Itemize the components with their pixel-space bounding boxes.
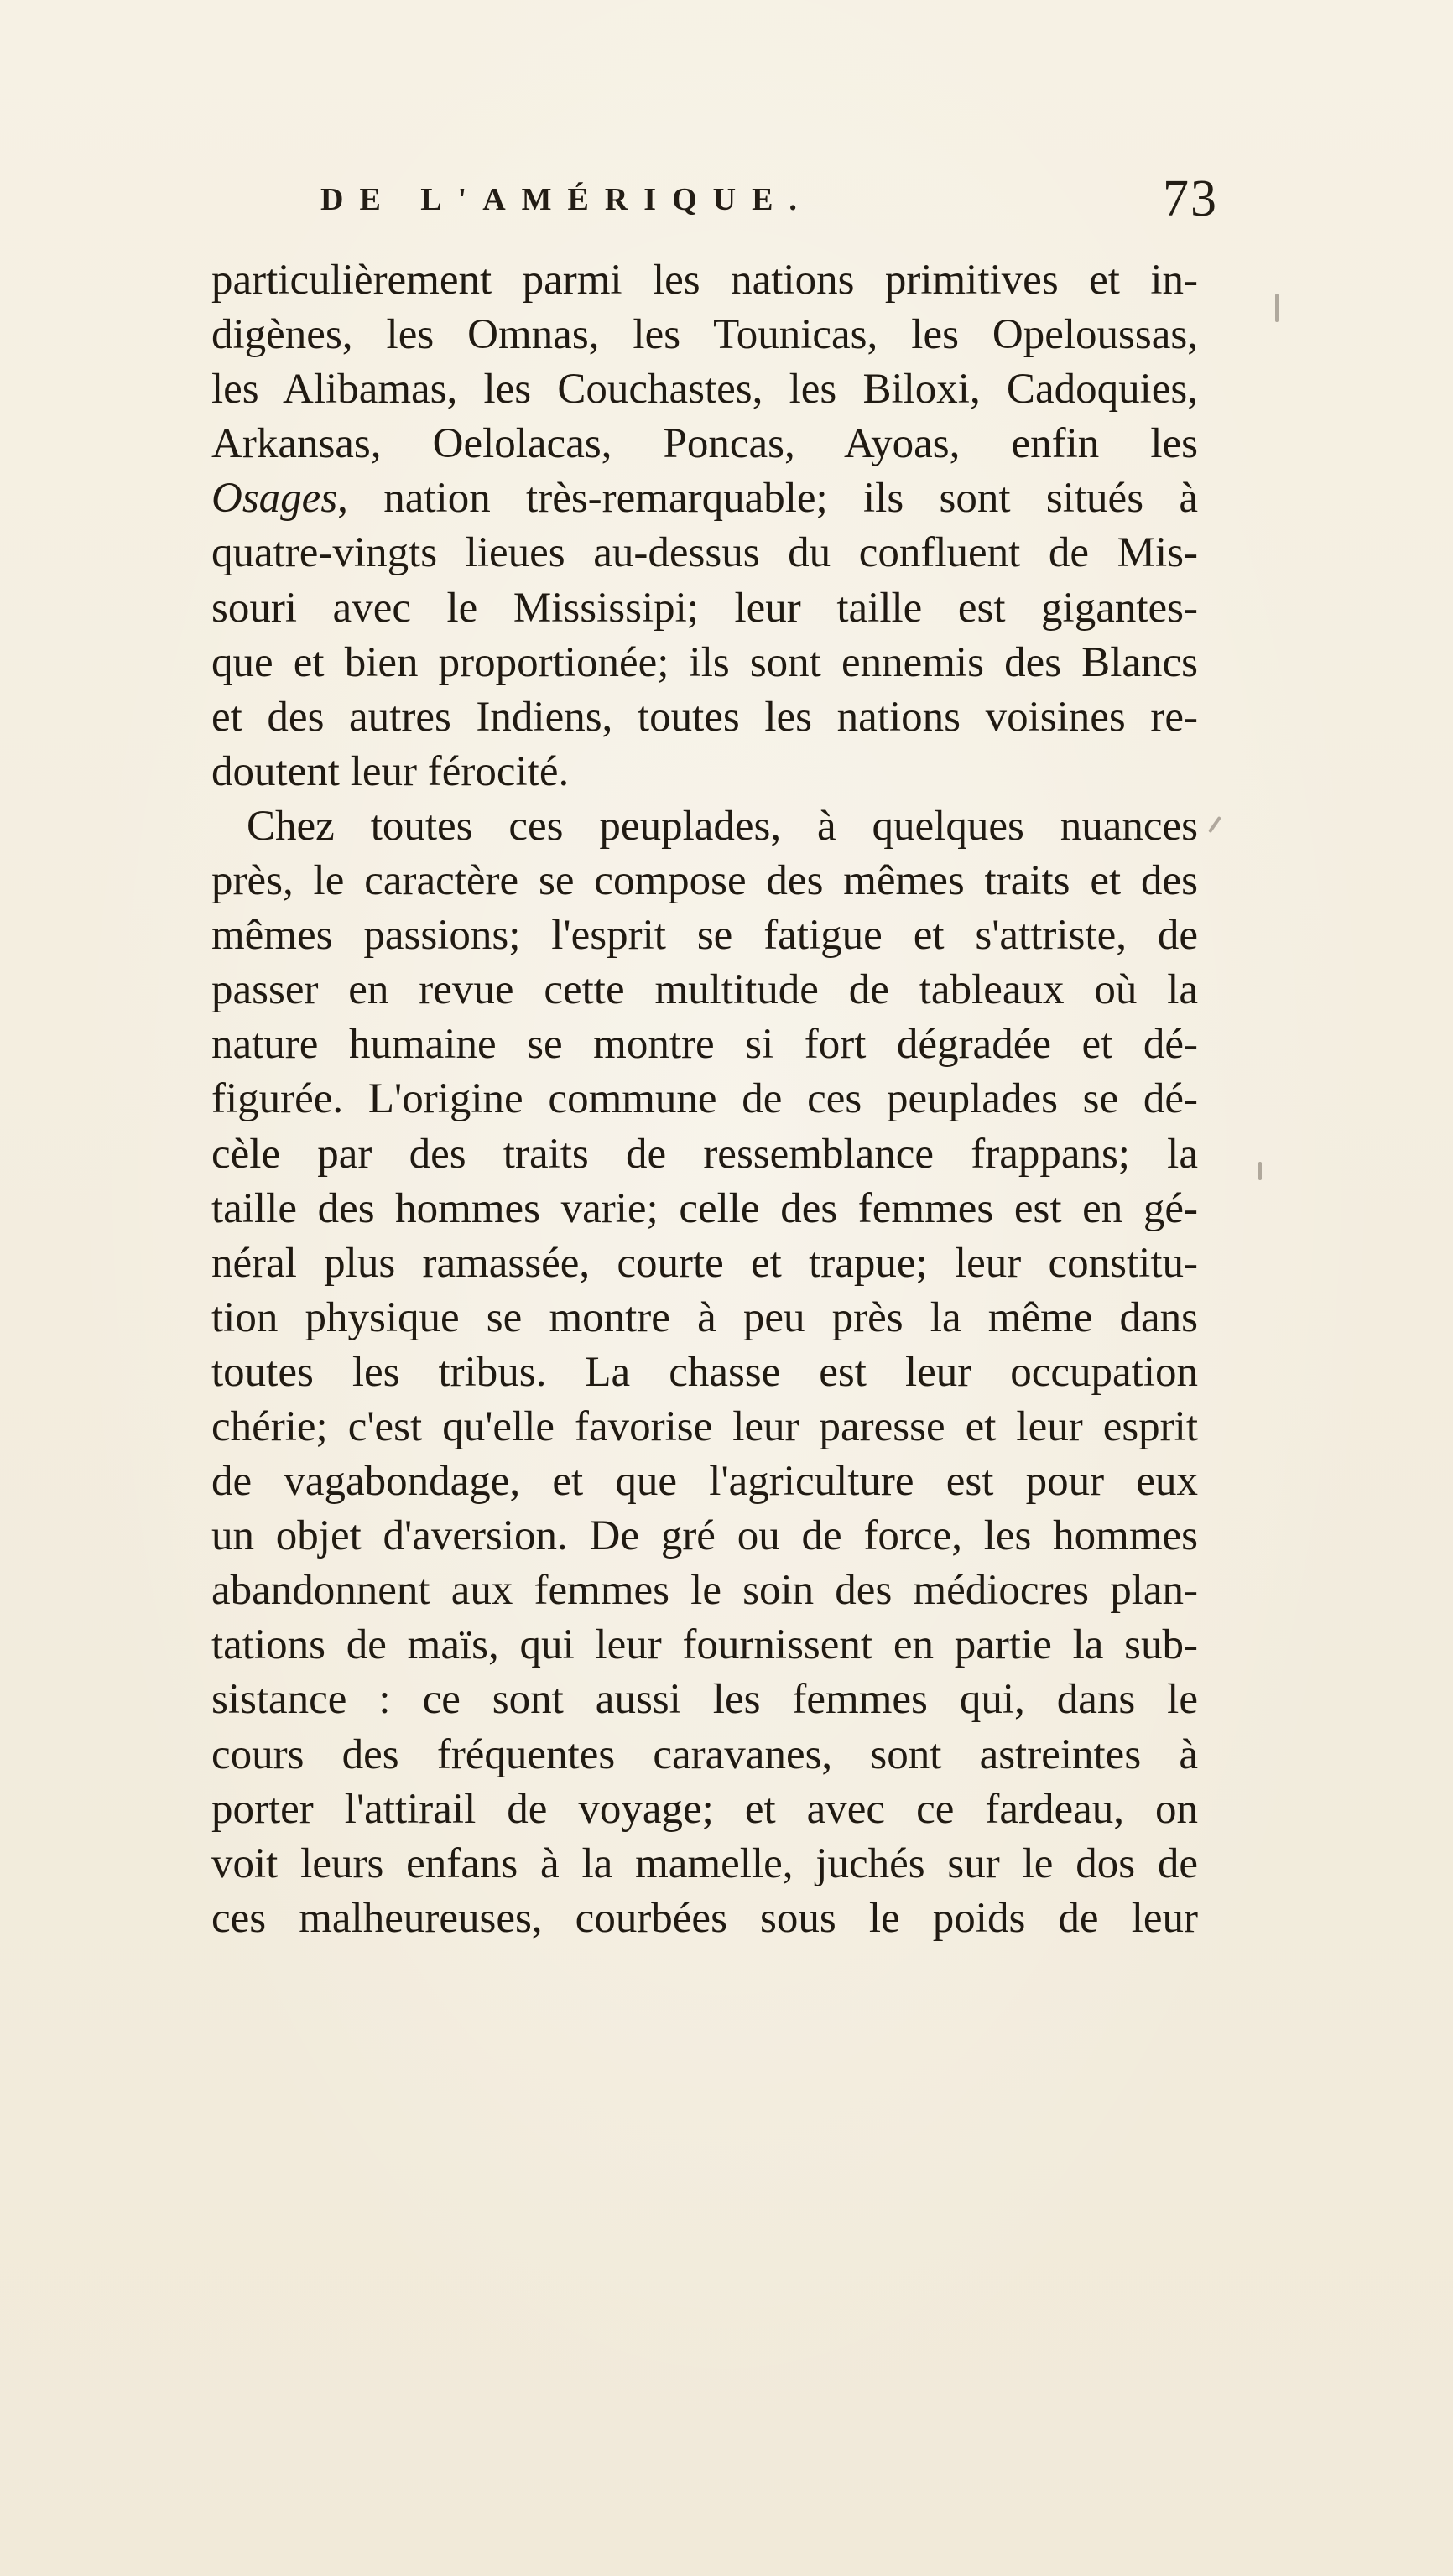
text-line: doutent leur férocité. <box>211 747 570 795</box>
body-text <box>211 253 1198 1946</box>
text-line: cours des fréquentes caravanes, sont astreintes à <box>211 1730 1198 1778</box>
italic-term: Osages <box>211 475 338 523</box>
text-line: toutes les tribus. La chasse est leur occupation <box>211 1348 1198 1396</box>
text-line: et des autres Indiens, toutes les nations voisines re- <box>211 693 1198 741</box>
text-line: près, le caractère se compose des mêmes traits et des <box>211 857 1198 905</box>
text-line: un objet d'aversion. De gré ou de force, les hommes <box>211 1512 1198 1560</box>
running-header <box>320 170 1218 233</box>
text-line: quatre-vingts lieues au-dessus du confluent de Mis- <box>211 529 1198 577</box>
text-line: que et bien proportionée; ils sont ennemis des Blancs <box>211 638 1198 686</box>
text-line: mêmes passions; l'esprit se fatigue et s'attriste, de <box>211 912 1198 960</box>
running-title: DE L'AMÉRIQUE. <box>320 182 813 217</box>
text-line: néral plus ramassée, courte et trapue; leur constitu- <box>211 1239 1198 1287</box>
text-line: de vagabondage, et que l'agriculture est pour eux <box>211 1458 1198 1506</box>
text-line: souri avec le Mississipi; leur taille est gigantes- <box>211 584 1198 632</box>
text-line: nature humaine se montre si fort dégradée et dé- <box>211 1021 1198 1069</box>
margin-speck <box>1275 294 1279 322</box>
text-line: sistance : ce sont aussi les femmes qui, dans le <box>211 1676 1198 1724</box>
text-line: particulièrement parmi les nations primitives et in- <box>211 257 1198 304</box>
text-line: cèle par des traits de ressemblance frappans; la <box>211 1130 1198 1178</box>
text-line: taille des hommes varie; celle des femmes est en gé- <box>211 1184 1198 1232</box>
text-line: tion physique se montre à peu près la même dans <box>211 1293 1198 1341</box>
text-line: tations de maïs, qui leur fournissent en partie la sub- <box>211 1621 1198 1669</box>
text-line: digènes, les Omnas, les Tounicas, les Opeloussas, <box>211 311 1198 359</box>
text-line: passer en revue cette multitude de tableaux où la <box>211 966 1198 1014</box>
text-line: les Alibamas, les Couchastes, les Biloxi, Cadoquies, <box>211 366 1198 414</box>
text-line: chérie; c'est qu'elle favorise leur paresse et leur esprit <box>211 1402 1198 1450</box>
text-line: porter l'attirail de voyage; et avec ce fardeau, on <box>211 1785 1198 1833</box>
margin-speck <box>1258 1162 1262 1180</box>
text-line-rest: , nation très-remarquable; ils sont situés à <box>337 475 1198 523</box>
text-line: Arkansas, Oelolacas, Poncas, Ayoas, enfin les <box>211 420 1198 468</box>
page-number: 73 <box>1163 170 1218 227</box>
text-line <box>211 471 1198 526</box>
margin-speck <box>1208 816 1221 833</box>
text-line: Chez toutes ces peuplades, à quelques nuances <box>247 802 1198 850</box>
text-line: voit leurs enfans à la mamelle, juchés sur le dos de <box>211 1840 1198 1887</box>
text-line: figurée. L'origine commune de ces peuplades se dé- <box>211 1075 1198 1123</box>
text-line: abandonnent aux femmes le soin des médiocres plan- <box>211 1567 1198 1615</box>
text-line: ces malheureuses, courbées sous le poids de leur <box>211 1894 1198 1942</box>
